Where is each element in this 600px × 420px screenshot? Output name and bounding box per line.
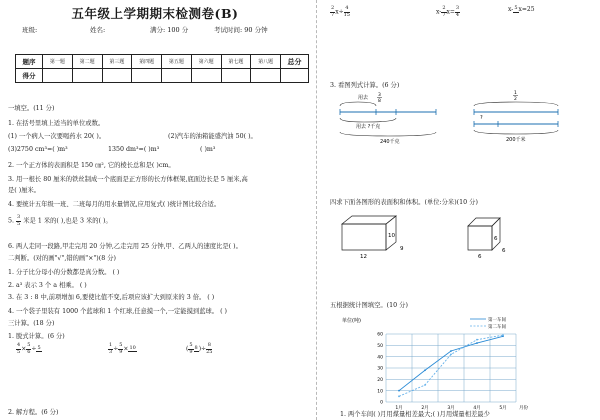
cuboid1-depth: 9 xyxy=(400,246,404,252)
page-title: 五年级上学期期末检测卷(B) xyxy=(71,6,239,21)
y-tick-label: 20 xyxy=(377,377,383,383)
name-label: 姓名: xyxy=(90,26,106,34)
score-label: 满分: 100 分 xyxy=(150,26,189,34)
section-judge-heading: 二判断。(对的画"√",错的画"×")(8 分) xyxy=(8,255,116,262)
col-7: 第七题 xyxy=(221,55,251,69)
diagram1-frac-den: 8 xyxy=(378,99,381,104)
diagram2-frac-den: 2 xyxy=(514,97,517,102)
x-tick-label: 4月 xyxy=(473,406,481,411)
score-cell[interactable] xyxy=(132,69,162,83)
col-6: 第六题 xyxy=(191,55,221,69)
diagram1-frac-num: 3 xyxy=(378,93,381,98)
score-cell[interactable] xyxy=(221,69,251,83)
series-2-point xyxy=(398,395,400,397)
q1-1c-a: (3)2750 cm³=( )m³ xyxy=(8,146,68,153)
calc-q2: 2. 解方程。(6 分) xyxy=(8,409,59,416)
calc-expr-2: $\frac{1}{3}$ ÷ $\frac{5}{9}$ × 10 xyxy=(109,342,136,355)
fraction: $\frac{3}{5}$ xyxy=(17,214,21,227)
col-total: 总分 xyxy=(281,55,309,69)
series-2-point xyxy=(450,354,452,356)
look-calc-heading: 3. 看图列式计算。(6 分) xyxy=(330,82,400,89)
chart-ticks xyxy=(377,332,528,411)
series-line-2 xyxy=(399,335,503,396)
diagram1-top-label: 用去 xyxy=(358,95,369,101)
col-3: 第三题 xyxy=(102,55,132,69)
cube2-width: 6 xyxy=(478,254,482,260)
q1-1c-c: ( )m³ xyxy=(200,146,216,153)
q1-1b: (2)汽车的油箱能盛汽油 50( )。 xyxy=(168,133,257,140)
x-tick-label: 2月 xyxy=(421,406,429,411)
x-tick-label: 3月 xyxy=(447,406,455,411)
time-label: 考试时间: 90 分钟 xyxy=(214,26,268,34)
score-table-row-score xyxy=(16,69,309,83)
y-tick-label: 40 xyxy=(377,355,383,361)
col-8: 第八题 xyxy=(251,55,281,69)
q1-1c-b: 1350 dm³=( )m³ xyxy=(108,146,160,153)
cube2-depth: 6 xyxy=(502,248,506,254)
q1-5 xyxy=(8,215,112,227)
score-cell[interactable] xyxy=(72,69,102,83)
score-table xyxy=(15,54,309,83)
score-cell[interactable] xyxy=(162,69,192,83)
col-2: 第二题 xyxy=(72,55,102,69)
q1-5-text: 米是 1 米的( ),也是 3 米的( )。 xyxy=(23,217,112,225)
geometry-heading: 四求下面各图形的表面积和体积。(单位:分米)(10 分) xyxy=(330,199,478,206)
judge-q3: 3. 在 3 : 8 中,前项增加 6,要使比值不变,后项应该扩大到原来的 3 倍。 ( ) xyxy=(8,294,215,301)
col-5: 第五题 xyxy=(162,55,192,69)
calc-q1: 1. 脱式计算。(6 分) xyxy=(8,333,65,340)
diagram1-total-brace xyxy=(340,132,436,136)
segment-diagram-1 xyxy=(336,90,441,146)
segment-diagram-2 xyxy=(466,88,566,148)
series-1-point xyxy=(424,369,426,371)
col-4: 第四题 xyxy=(132,55,162,69)
page-divider xyxy=(316,0,317,420)
row-label-score: 得分 xyxy=(16,69,43,83)
chart-grid xyxy=(386,334,516,402)
diagram1-total-label: 240千克 xyxy=(380,139,400,145)
diagram2-total-label: 200千米 xyxy=(506,137,526,143)
x-tick-label: 1月 xyxy=(395,406,403,411)
series-1-point xyxy=(476,342,478,344)
x-axis-label: 月份 xyxy=(519,406,528,411)
q1-5-pre: 5. xyxy=(8,217,15,225)
y-tick-label: 50 xyxy=(377,343,383,349)
diagram1-used-label: 用去 ?千克 xyxy=(356,124,381,130)
score-cell[interactable] xyxy=(251,69,281,83)
chart-y-unit: 单位(吨) xyxy=(342,318,361,324)
cuboid1-height: 10 xyxy=(388,233,395,239)
cube2-height: 6 xyxy=(494,236,498,242)
section-fill-heading: 一填空。(11 分) xyxy=(8,105,55,112)
q1-1: 1. 在括号里填上适当的单位或数。 xyxy=(8,120,105,127)
q1-4: 4. 要统计五年级一班、二班每月的用水量情况,应用复式( )统计图比较合适。 xyxy=(8,201,221,208)
x-tick-label: 5月 xyxy=(499,406,507,411)
diagram1-top-brace xyxy=(340,102,376,106)
cuboid1-width: 12 xyxy=(360,254,367,260)
class-label: 班级: xyxy=(22,26,38,34)
section-calc-heading: 三计算。(18 分) xyxy=(8,320,55,327)
col-1: 第一题 xyxy=(43,55,73,69)
stat-q1: 1. 两个车间( )月用煤量相差最大;( )月用煤量相差最少 xyxy=(340,411,490,418)
y-tick-label: 10 xyxy=(377,389,383,395)
score-table-row-header xyxy=(16,55,309,69)
q1-1a: (1) 一个病人一次要喝药水 20( )。 xyxy=(8,133,106,140)
series-1-point xyxy=(450,350,452,352)
q1-2: 2. 一个正方体的表面积是 150 ㎝², 它的棱长总和是( )cm。 xyxy=(8,162,175,169)
score-cell[interactable] xyxy=(191,69,221,83)
legend-label-2: 第二车间 xyxy=(488,325,506,330)
q1-3b: 是( )厘米。 xyxy=(8,187,41,194)
stat-heading: 五根据统计图填空。(10 分) xyxy=(330,302,408,309)
score-cell[interactable] xyxy=(43,69,73,83)
equation-3: x- 5 x=25 xyxy=(508,5,535,13)
y-tick-label: 0 xyxy=(380,400,383,406)
row-label-order: 题序 xyxy=(16,55,43,69)
series-1-point xyxy=(398,390,400,392)
score-cell[interactable] xyxy=(102,69,132,83)
judge-q1: 1. 分子比分母小的分数都是真分数。 ( ) xyxy=(8,269,120,276)
y-tick-label: 30 xyxy=(377,366,383,372)
series-2-point xyxy=(476,339,478,341)
q1-6: 6. 两人走同一段路,甲走完用 20 分钟,乙走完用 25 分钟,甲、乙两人的速度比是( )。 xyxy=(8,243,242,250)
judge-q4: 4. 一个袋子里装有 1000 个蓝球和 1 个红球,任意摸一个,一定能摸到蓝球。 ( ) xyxy=(8,308,227,315)
diagram2-frac-num: 1 xyxy=(514,91,517,96)
cube-2 xyxy=(464,212,524,260)
series-2-point xyxy=(424,384,426,386)
score-cell[interactable] xyxy=(281,69,309,83)
series-2-point xyxy=(502,334,504,336)
diagram1-used-brace xyxy=(340,118,396,122)
equation-1: $\frac{2}{7}$ x÷ $\frac{4}{15}$ xyxy=(331,5,350,18)
chart-legend xyxy=(470,316,506,330)
line-chart xyxy=(340,314,540,412)
legend-label-1: 第一车间 xyxy=(488,318,506,323)
series-line-1 xyxy=(399,336,503,390)
diagram2-question: ? xyxy=(480,115,483,121)
q1-3a: 3. 用一根长 80 厘米的铁丝制成一个底面是正方形的长方体框架,底面边长是 5 厘米,高 xyxy=(8,176,248,183)
y-tick-label: 60 xyxy=(377,332,383,338)
cuboid-1 xyxy=(336,212,416,260)
calc-expr-1: $\frac{4}{5}$ × $\frac{5}{6}$ ÷ 5 xyxy=(17,342,41,355)
judge-q2: 2. a³ 表示 3 个 a 相乘。 ( ) xyxy=(8,282,87,289)
chart-series xyxy=(398,334,504,397)
calc-expr-3: ( $\frac{5}{9}$ 8 )÷ $\frac{8}{25}$ xyxy=(186,342,213,355)
equation-2: x- $\frac{2}{7}$ x= $\frac{3}{4}$ xyxy=(436,5,460,18)
